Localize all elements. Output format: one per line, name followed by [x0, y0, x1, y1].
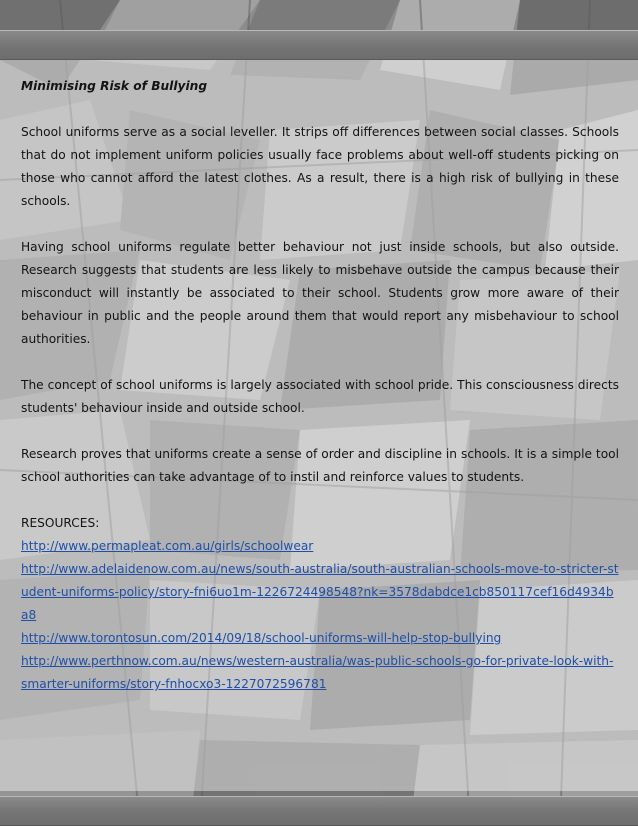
article-content [21, 75, 619, 696]
list-item [21, 535, 619, 558]
list-item [21, 650, 619, 696]
resource-link-adelaidenow[interactable]: http://www.adelaidenow.com.au/news/south-australia/south-australian-schools-move-to-stricter-student-uniforms-policy/story-fni6uo1m-1226724498548?nk=3578dabdce1cb850117cef16d4934ba8 [21, 562, 619, 622]
paragraph-behaviour: Having school uniforms regulate better behaviour not just inside schools, but also outside. Research suggests that students are less likely to misbehave outside the campus because their misconduct will instantly be associated to their school. Students grow more aware of their behaviour in public and the people around them that would report any misbehaviour to school authorities. [21, 240, 619, 346]
resources-label: RESOURCES: [21, 516, 100, 530]
resource-link-perthnow[interactable]: http://www.perthnow.com.au/news/western-australia/was-public-schools-go-for-private-look-with-smarter-uniforms/story-fnhocxo3-1227072596781 [21, 654, 614, 691]
resource-link-torontosun[interactable]: http://www.torontosun.com/2014/09/18/school-uniforms-will-help-stop-bullying [21, 631, 502, 645]
article-heading: Minimising Risk of Bullying [21, 79, 208, 93]
list-item [21, 627, 619, 650]
resource-link-permapleat[interactable]: http://www.permapleat.com.au/girls/schoolwear [21, 539, 314, 553]
paragraph-school-pride: The concept of school uniforms is largely associated with school pride. This consciousness directs students' behaviour inside and outside school. [21, 378, 619, 415]
resources-list [21, 535, 619, 696]
paragraph-social-leveller: School uniforms serve as a social leveller. It strips off differences between social classes. Schools that do not implement uniform policies usually face problems about well-off students picking on those who cannot afford the latest clothes. As a result, there is a high risk of bullying in these schools. [21, 125, 619, 208]
footer-band [0, 796, 638, 826]
header-band [0, 30, 638, 60]
paragraph-order-discipline: Research proves that uniforms create a sense of order and discipline in schools. It is a simple tool school authorities can take advantage of to instil and reinforce values to students. [21, 447, 619, 484]
list-item [21, 558, 619, 627]
